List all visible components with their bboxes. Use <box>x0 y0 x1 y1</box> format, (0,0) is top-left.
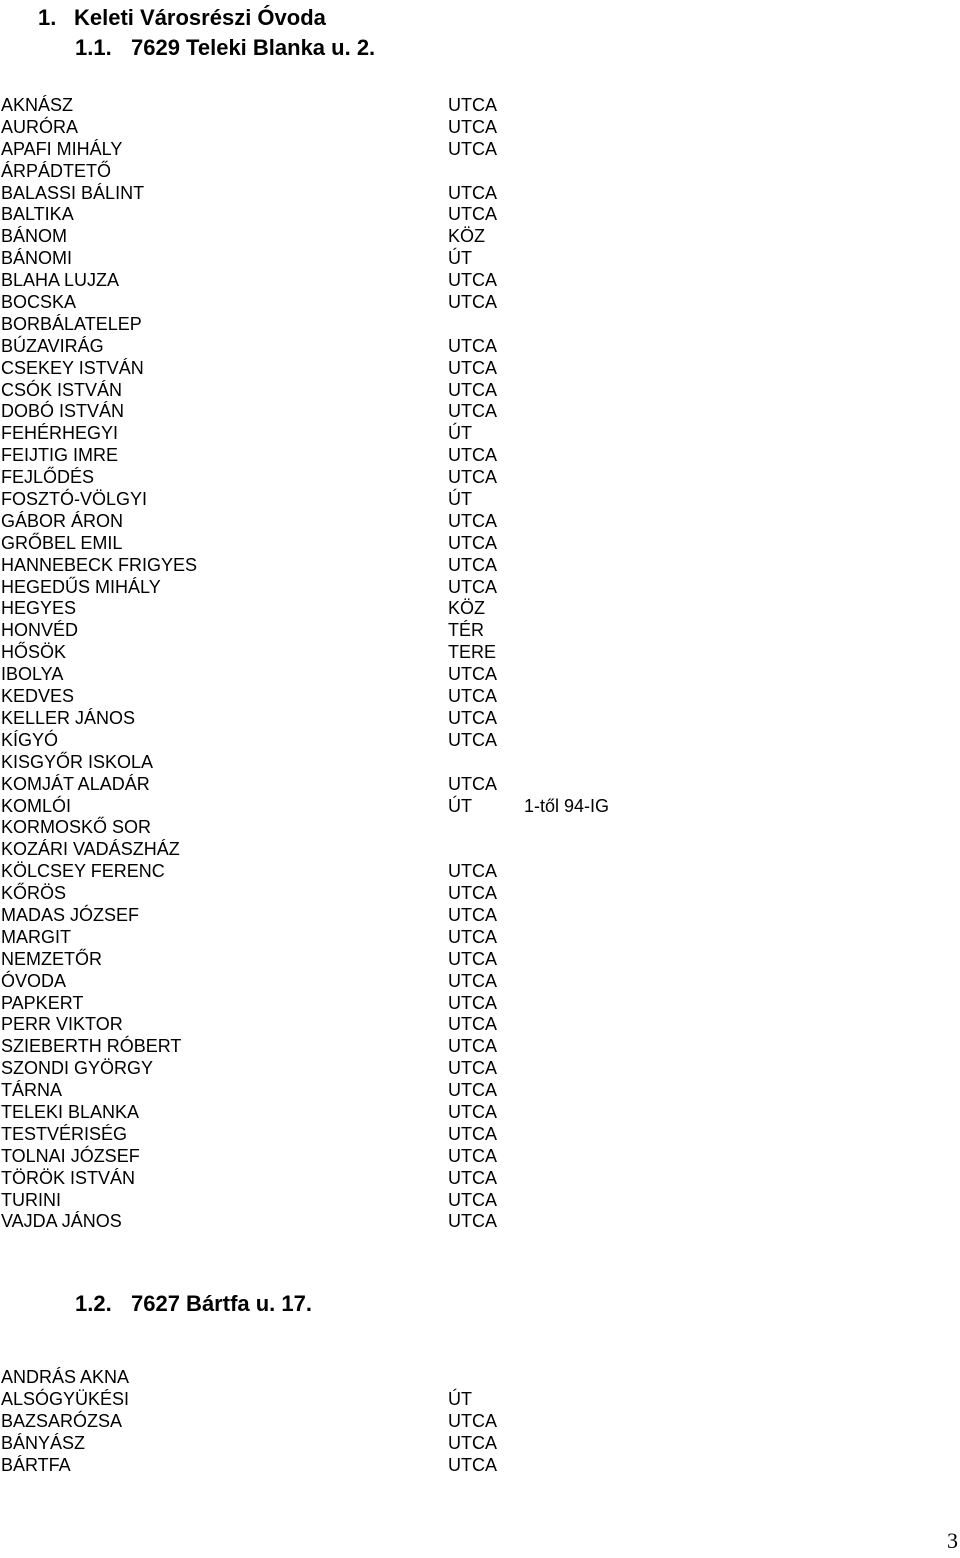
street-type: ÚT <box>448 489 472 510</box>
street-name: NEMZETŐR <box>1 948 102 969</box>
street-type: UTCA <box>448 510 497 531</box>
street-type: UTCA <box>448 554 497 575</box>
street-type: UTCA <box>448 138 497 159</box>
street-name: CSÓK ISTVÁN <box>1 379 123 400</box>
street-type: UTCA <box>448 379 497 400</box>
street-name: TÖRÖK ISTVÁN <box>1 1167 136 1188</box>
subsection-heading-2 <box>75 1291 312 1317</box>
section-heading <box>38 5 326 31</box>
street-name: TOLNAI JÓZSEF <box>1 1145 140 1166</box>
street-type: TERE <box>448 642 497 663</box>
street-name: AKNÁSZ <box>1 95 74 115</box>
street-type: UTCA <box>448 1058 497 1079</box>
street-name: KŐRÖS <box>1 883 67 904</box>
street-type: ÚT <box>448 1388 472 1409</box>
street-name: ANDRÁS AKNA <box>1 1367 130 1387</box>
street-type: ÚT <box>448 248 472 269</box>
street-name: BÁNYÁSZ <box>1 1432 86 1453</box>
subsection-title: 7629 Teleki Blanka u. 2. <box>131 35 376 60</box>
street-name: KOMLÓI <box>1 795 72 816</box>
street-name: HEGYES <box>1 598 77 619</box>
street-type: UTCA <box>448 532 497 553</box>
street-name: MADAS JÓZSEF <box>1 904 140 925</box>
street-type: UTCA <box>448 445 497 466</box>
street-name: BLAHA LUJZA <box>1 270 120 291</box>
street-name: APAFI MIHÁLY <box>1 138 123 159</box>
street-name: FEHÉRHEGYI <box>1 423 119 444</box>
street-name: ÓVODA <box>1 970 67 991</box>
street-name: KÍGYÓ <box>1 729 59 750</box>
street-type: ÚT <box>448 795 472 816</box>
street-type: UTCA <box>448 576 497 597</box>
street-name: DOBÓ ISTVÁN <box>1 401 125 422</box>
street-type: UTCA <box>448 335 497 356</box>
street-name: ÁRPÁDTETŐ <box>1 160 112 181</box>
subsection-number: 1.2. <box>75 1291 112 1316</box>
street-type: UTCA <box>448 686 497 707</box>
street-type: UTCA <box>448 992 497 1013</box>
street-type: UTCA <box>448 116 497 137</box>
street-type: UTCA <box>448 926 497 947</box>
street-type: UTCA <box>448 1101 497 1122</box>
street-name: IBOLYA <box>1 664 64 685</box>
section-title: Keleti Városrészi Óvoda <box>74 5 326 30</box>
street-type: UTCA <box>448 292 497 313</box>
street-type: UTCA <box>448 861 497 882</box>
street-name: BALTIKA <box>1 204 74 225</box>
street-name: KOMJÁT ALADÁR <box>1 773 150 794</box>
street-name: AURÓRA <box>1 116 79 137</box>
street-name: HONVÉD <box>1 620 79 641</box>
street-name: MARGIT <box>1 926 71 947</box>
subsection-title: 7627 Bártfa u. 17. <box>131 1291 312 1316</box>
street-name: TESTVÉRISÉG <box>1 1123 128 1144</box>
street-type: UTCA <box>448 1432 497 1453</box>
street-name: BÚZAVIRÁG <box>1 335 104 356</box>
street-name: GÁBOR ÁRON <box>1 510 124 531</box>
street-type: UTCA <box>448 357 497 378</box>
street-type: UTCA <box>448 1167 497 1188</box>
street-type: UTCA <box>448 970 497 991</box>
street-type: UTCA <box>448 1189 497 1210</box>
street-name: BÁNOMI <box>1 248 73 269</box>
street-name: KEDVES <box>1 686 75 707</box>
street-name: TÁRNA <box>1 1080 63 1101</box>
street-type: UTCA <box>448 1014 497 1035</box>
street-note: 1-től 94-IG <box>524 795 610 816</box>
street-type: UTCA <box>448 729 497 750</box>
street-type: UTCA <box>448 95 497 115</box>
subsection-heading-1 <box>75 35 375 61</box>
street-name: BOCSKA <box>1 292 77 313</box>
street-type: UTCA <box>448 664 497 685</box>
page-number: 3 <box>947 1528 958 1553</box>
street-name: HANNEBECK FRIGYES <box>1 554 198 575</box>
street-type: ÚT <box>448 423 472 444</box>
subsection-number: 1.1. <box>75 35 112 60</box>
street-name: TURINI <box>1 1189 61 1210</box>
street-name: BÁRTFA <box>1 1454 71 1475</box>
street-type: KÖZ <box>448 226 486 247</box>
street-type: UTCA <box>448 773 497 794</box>
street-name: KELLER JÁNOS <box>1 707 136 728</box>
street-name: SZONDI GYÖRGY <box>1 1058 154 1079</box>
street-type: UTCA <box>448 1036 497 1057</box>
street-type: UTCA <box>448 467 497 488</box>
street-name: GRŐBEL EMIL <box>1 532 123 553</box>
street-name: ALSÓGYÜKÉSI <box>1 1388 130 1409</box>
street-name: TELEKI BLANKA <box>1 1101 140 1122</box>
street-name: KISGYŐR ISKOLA <box>1 751 154 772</box>
street-name: CSEKEY ISTVÁN <box>1 357 144 378</box>
street-type: TÉR <box>448 620 484 641</box>
street-name: BAZSARÓZSA <box>1 1410 123 1431</box>
street-type: KÖZ <box>448 598 486 619</box>
street-name: SZIEBERTH RÓBERT <box>1 1036 182 1057</box>
street-type: UTCA <box>448 204 497 225</box>
street-name: FEJLŐDÉS <box>1 467 95 488</box>
street-name: FEIJTIG IMRE <box>1 445 118 466</box>
street-type: UTCA <box>448 1145 497 1166</box>
street-name: FOSZTÓ-VÖLGYI <box>1 489 148 510</box>
street-type: UTCA <box>448 1454 497 1475</box>
street-name: KOZÁRI VADÁSZHÁZ <box>1 839 180 860</box>
street-name: BORBÁLATELEP <box>1 313 142 334</box>
street-type: UTCA <box>448 948 497 969</box>
street-type: UTCA <box>448 1123 497 1144</box>
street-type: UTCA <box>448 1211 497 1232</box>
street-type: UTCA <box>448 1410 497 1431</box>
street-type: UTCA <box>448 270 497 291</box>
street-name: HŐSÖK <box>1 642 67 663</box>
street-type: UTCA <box>448 401 497 422</box>
street-name: VAJDA JÁNOS <box>1 1211 122 1232</box>
street-name: PAPKERT <box>1 992 84 1013</box>
street-name: HEGEDŰS MIHÁLY <box>1 576 161 597</box>
street-type: UTCA <box>448 182 497 203</box>
section-number: 1. <box>38 5 57 30</box>
street-name: PERR VIKTOR <box>1 1014 123 1035</box>
street-type: UTCA <box>448 1080 497 1101</box>
street-name: KORMOSKŐ SOR <box>1 817 152 838</box>
street-type: UTCA <box>448 707 497 728</box>
street-type: UTCA <box>448 904 497 925</box>
street-type: UTCA <box>448 883 497 904</box>
street-name: BALASSI BÁLINT <box>1 182 145 203</box>
street-name: BÁNOM <box>1 226 68 247</box>
street-name: KÖLCSEY FERENC <box>1 861 165 882</box>
